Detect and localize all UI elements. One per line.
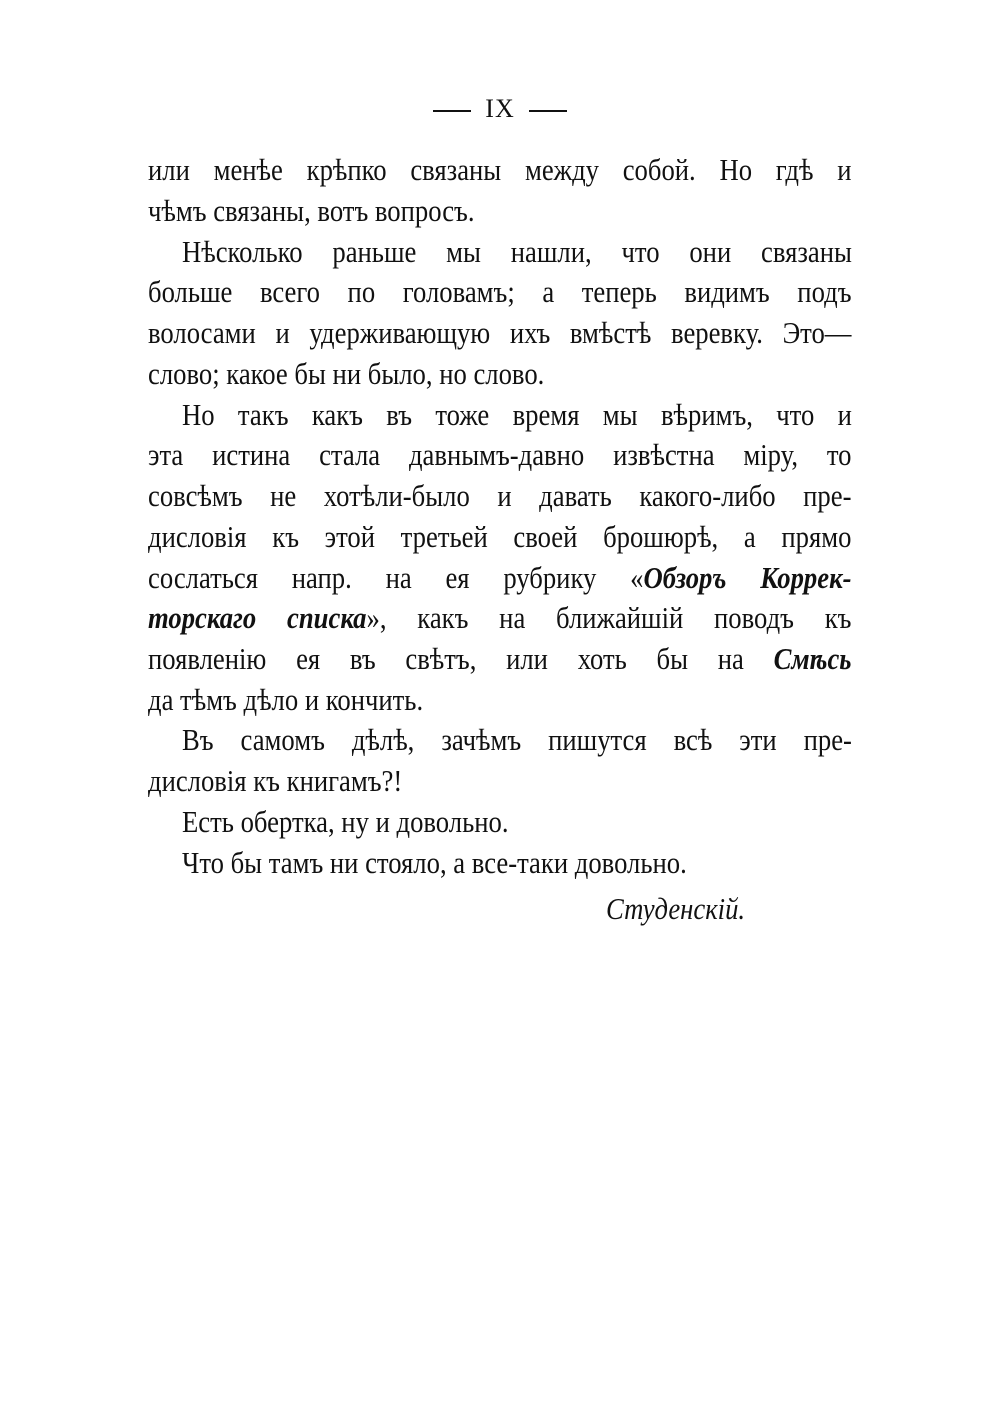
text-line-15: Въ самомъ дѣлѣ, зачѣмъ пишутся всѣ эти пре- bbox=[182, 722, 852, 757]
text-line-13-start: появленію ея въ свѣтъ, или хоть бы на bbox=[148, 641, 774, 676]
page-number bbox=[0, 94, 1000, 124]
rubric-title-part-1: Обзоръ Коррек- bbox=[643, 560, 852, 595]
text-line-3: Нѣсколько раньше мы нашли, что они связаны bbox=[182, 234, 852, 269]
page-number-text: IX bbox=[485, 94, 515, 123]
rubric-title-part-2: торскаго списка bbox=[148, 600, 367, 635]
author-signature: Студенскій. bbox=[606, 891, 746, 926]
text-line-1: или менѣе крѣпко связаны между собой. Но гдѣ и bbox=[148, 152, 852, 187]
text-line-11 bbox=[148, 558, 851, 598]
left-dash bbox=[433, 110, 471, 112]
text-line-7: Но такъ какъ въ тоже время мы вѣримъ, что и bbox=[182, 397, 852, 432]
text-line-4: больше всего по головамъ; а теперь видимъ подъ bbox=[148, 274, 852, 309]
text-line-5: волосами и удерживающую ихъ вмѣстѣ веревку. Это— bbox=[148, 315, 852, 350]
text-line-12 bbox=[148, 598, 851, 638]
mixture-title: Смѣсь bbox=[773, 641, 852, 676]
text-line-16: дисловія къ книгамъ?! bbox=[148, 763, 403, 798]
text-line-12-rest: », какъ на ближайшій поводъ къ bbox=[366, 600, 852, 635]
text-line-18: Что бы тамъ ни стояло, а все-таки довольно. bbox=[182, 845, 687, 880]
text-line-8: эта истина стала давнымъ-давно извѣстна міру, то bbox=[148, 437, 852, 472]
text-line-17: Есть обертка, ну и довольно. bbox=[182, 804, 509, 839]
text-line-10: дисловія къ этой третьей своей брошюрѣ, а прямо bbox=[148, 519, 852, 554]
text-line-14: да тѣмъ дѣло и кончить. bbox=[148, 682, 424, 717]
right-dash bbox=[529, 110, 567, 112]
text-line-2: чѣмъ связаны, вотъ вопросъ. bbox=[148, 193, 475, 228]
text-line-13 bbox=[148, 639, 851, 679]
text-line-11-start: сослаться напр. на ея рубрику « bbox=[148, 560, 644, 595]
text-line-9: совсѣмъ не хотѣли-было и давать какого-либо пре- bbox=[148, 478, 852, 513]
text-line-6: слово; какое бы ни было, но слово. bbox=[148, 356, 545, 391]
